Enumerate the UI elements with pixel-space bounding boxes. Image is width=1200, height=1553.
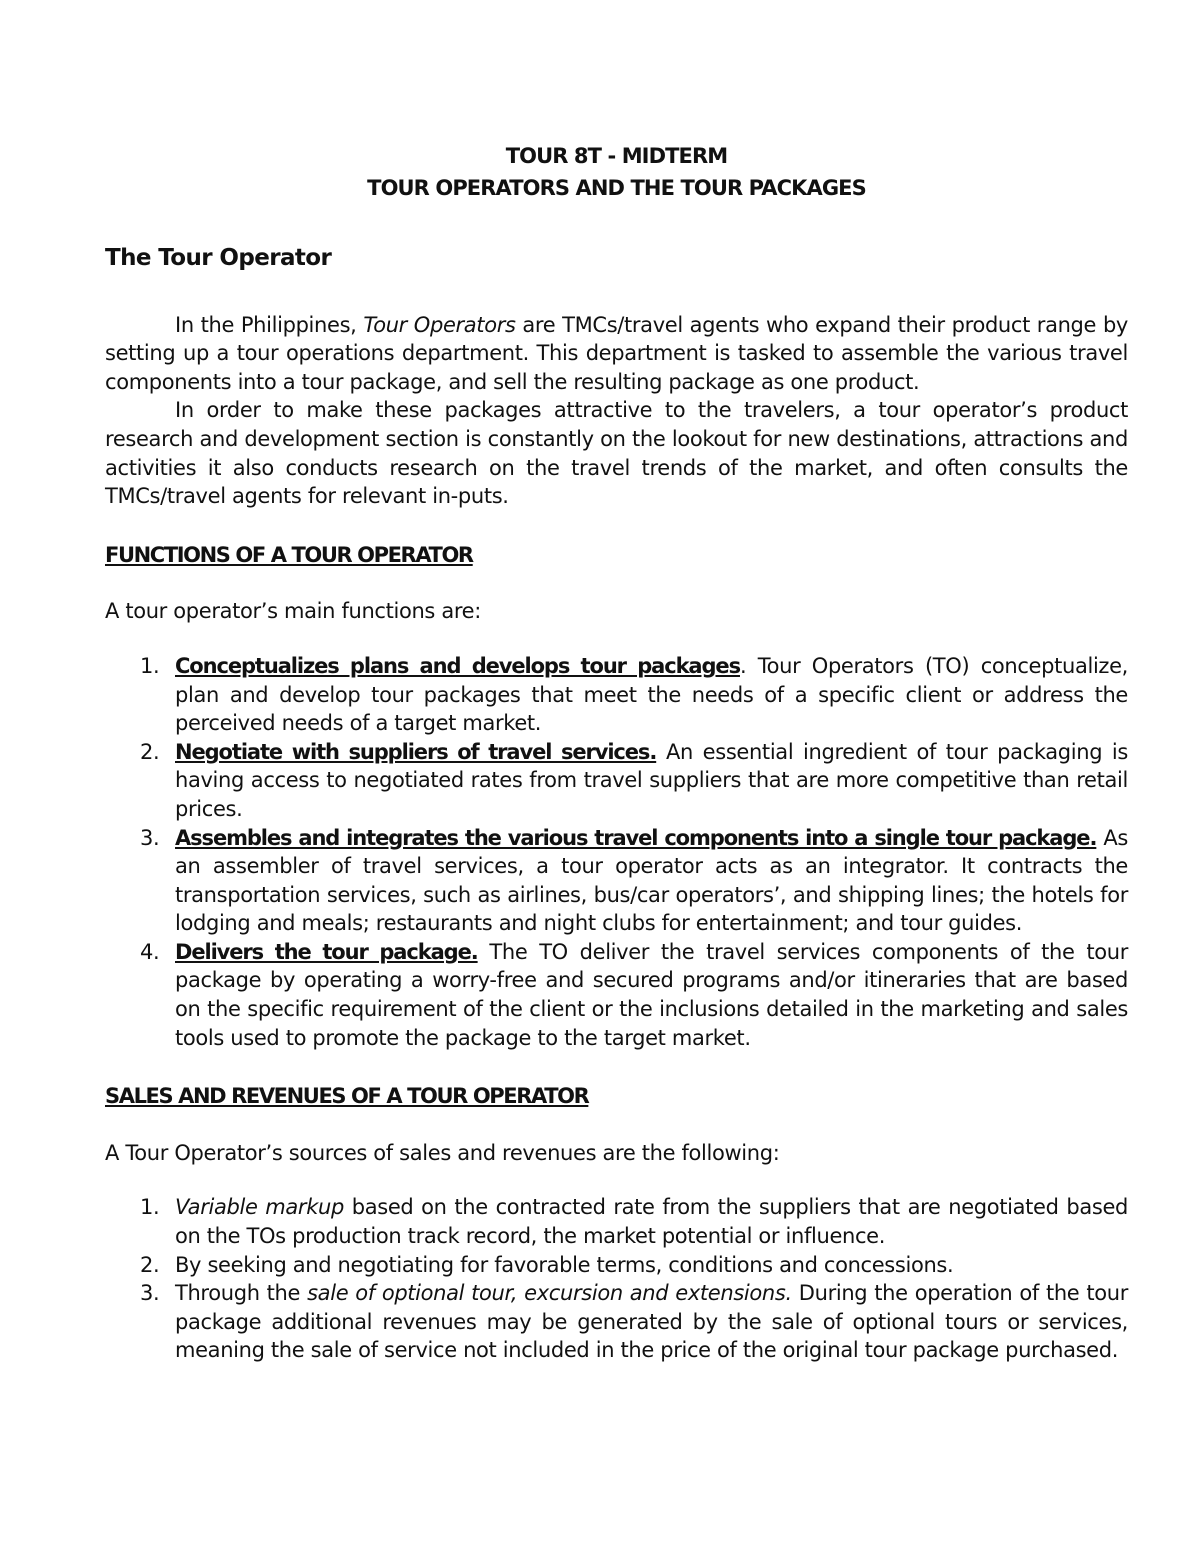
paragraph-1 (105, 311, 1128, 397)
list-item (105, 1193, 1128, 1250)
functions-heading: FUNCTIONS OF A TOUR OPERATOR (105, 542, 473, 567)
list-item (105, 938, 1128, 1052)
list-item-number: 4. (140, 939, 160, 964)
list-item-lead: Delivers the tour package. (175, 939, 478, 964)
list-item-text: As an assembler of travel services, a tour operator acts as an integrator. It contracts the transportation services, such as airlines, bus/car operators’, and shipping lines; the hotels for lodging and meals; restaurants and night clubs for entertainment; and tour guides. (175, 825, 1128, 936)
sales-list (105, 1193, 1128, 1365)
list-item-number: 2. (140, 1252, 160, 1277)
list-item-lead: Conceptualizes plans and develops tour packages (175, 653, 740, 678)
list-item-italic: Variable markup (175, 1195, 344, 1220)
list-item-before: By seeking and negotiating for favorable terms, conditions and concessions. (175, 1252, 954, 1277)
list-item-text: . Tour Operators (TO) conceptualize, plan and develop tour packages that meet the needs of a specific client or address the perceived needs of a target market. (175, 653, 1128, 736)
list-item-lead: Negotiate with suppliers of travel services. (175, 739, 657, 764)
list-item-before: Through the (175, 1281, 308, 1306)
paragraph-2: In order to make these packages attractive to the travelers, a tour operator’s product research and development section is constantly on the lookout for new destinations, attractions and activities it also conducts research on the travel trends of the market, and often consults the TMCs/travel agents for relevant in-puts. (105, 398, 1128, 509)
list-item-italic: sale of optional tour, excursion and extensions. (307, 1281, 792, 1306)
list-item-number: 3. (140, 1281, 160, 1306)
list-item-lead: Assembles and integrates the various travel components into a single tour package. (175, 825, 1097, 850)
list-item-number: 2. (140, 739, 160, 764)
document-title (105, 140, 1128, 204)
list-item (105, 1251, 1128, 1280)
list-item-number: 1. (140, 653, 160, 678)
title-line-2: TOUR OPERATORS AND THE TOUR PACKAGES (367, 176, 866, 200)
list-item-text: An essential ingredient of tour packaging is having access to negotiated rates from travel suppliers that are more competitive than retail prices. (175, 739, 1128, 821)
paragraph-1-before: In the Philippines, (175, 312, 364, 337)
title-line-1: TOUR 8T - MIDTERM (505, 144, 728, 168)
sales-intro: A Tour Operator’s sources of sales and revenues are the following: (105, 1140, 780, 1165)
list-item-text: The TO deliver the travel services components of the tour package by operating a worry-free and secured programs and/or itineraries that are based on the specific requirement of the client or the inclusions detailed in the marketing and sales tools used to promote the package to the target market. (175, 939, 1128, 1050)
list-item (105, 824, 1128, 938)
functions-list (105, 652, 1128, 1052)
list-item-number: 1. (140, 1195, 160, 1220)
functions-intro: A tour operator’s main functions are: (105, 599, 481, 624)
section-heading-tour-operator: The Tour Operator (105, 245, 332, 271)
sales-heading: SALES AND REVENUES OF A TOUR OPERATOR (105, 1084, 589, 1109)
paragraph-1-italic: Tour Operators (363, 312, 516, 337)
list-item (105, 652, 1128, 738)
list-item (105, 1279, 1128, 1365)
list-item-number: 3. (140, 825, 160, 850)
list-item-after: During the operation of the tour package additional revenues may be generated by the sale of optional tours or services, meaning the sale of service not included in the price of the original tour package purchased. (175, 1281, 1128, 1363)
list-item-after: based on the contracted rate from the suppliers that are negotiated based on the TOs production track record, the market potential or influence. (175, 1195, 1129, 1249)
paragraph-1-after: are TMCs/travel agents who expand their product range by setting up a tour operations department. This department is tasked to assemble the various travel components into a tour package, and sell the resulting package as one product. (105, 312, 1128, 394)
list-item (105, 738, 1128, 824)
document-page (105, 140, 1128, 1365)
